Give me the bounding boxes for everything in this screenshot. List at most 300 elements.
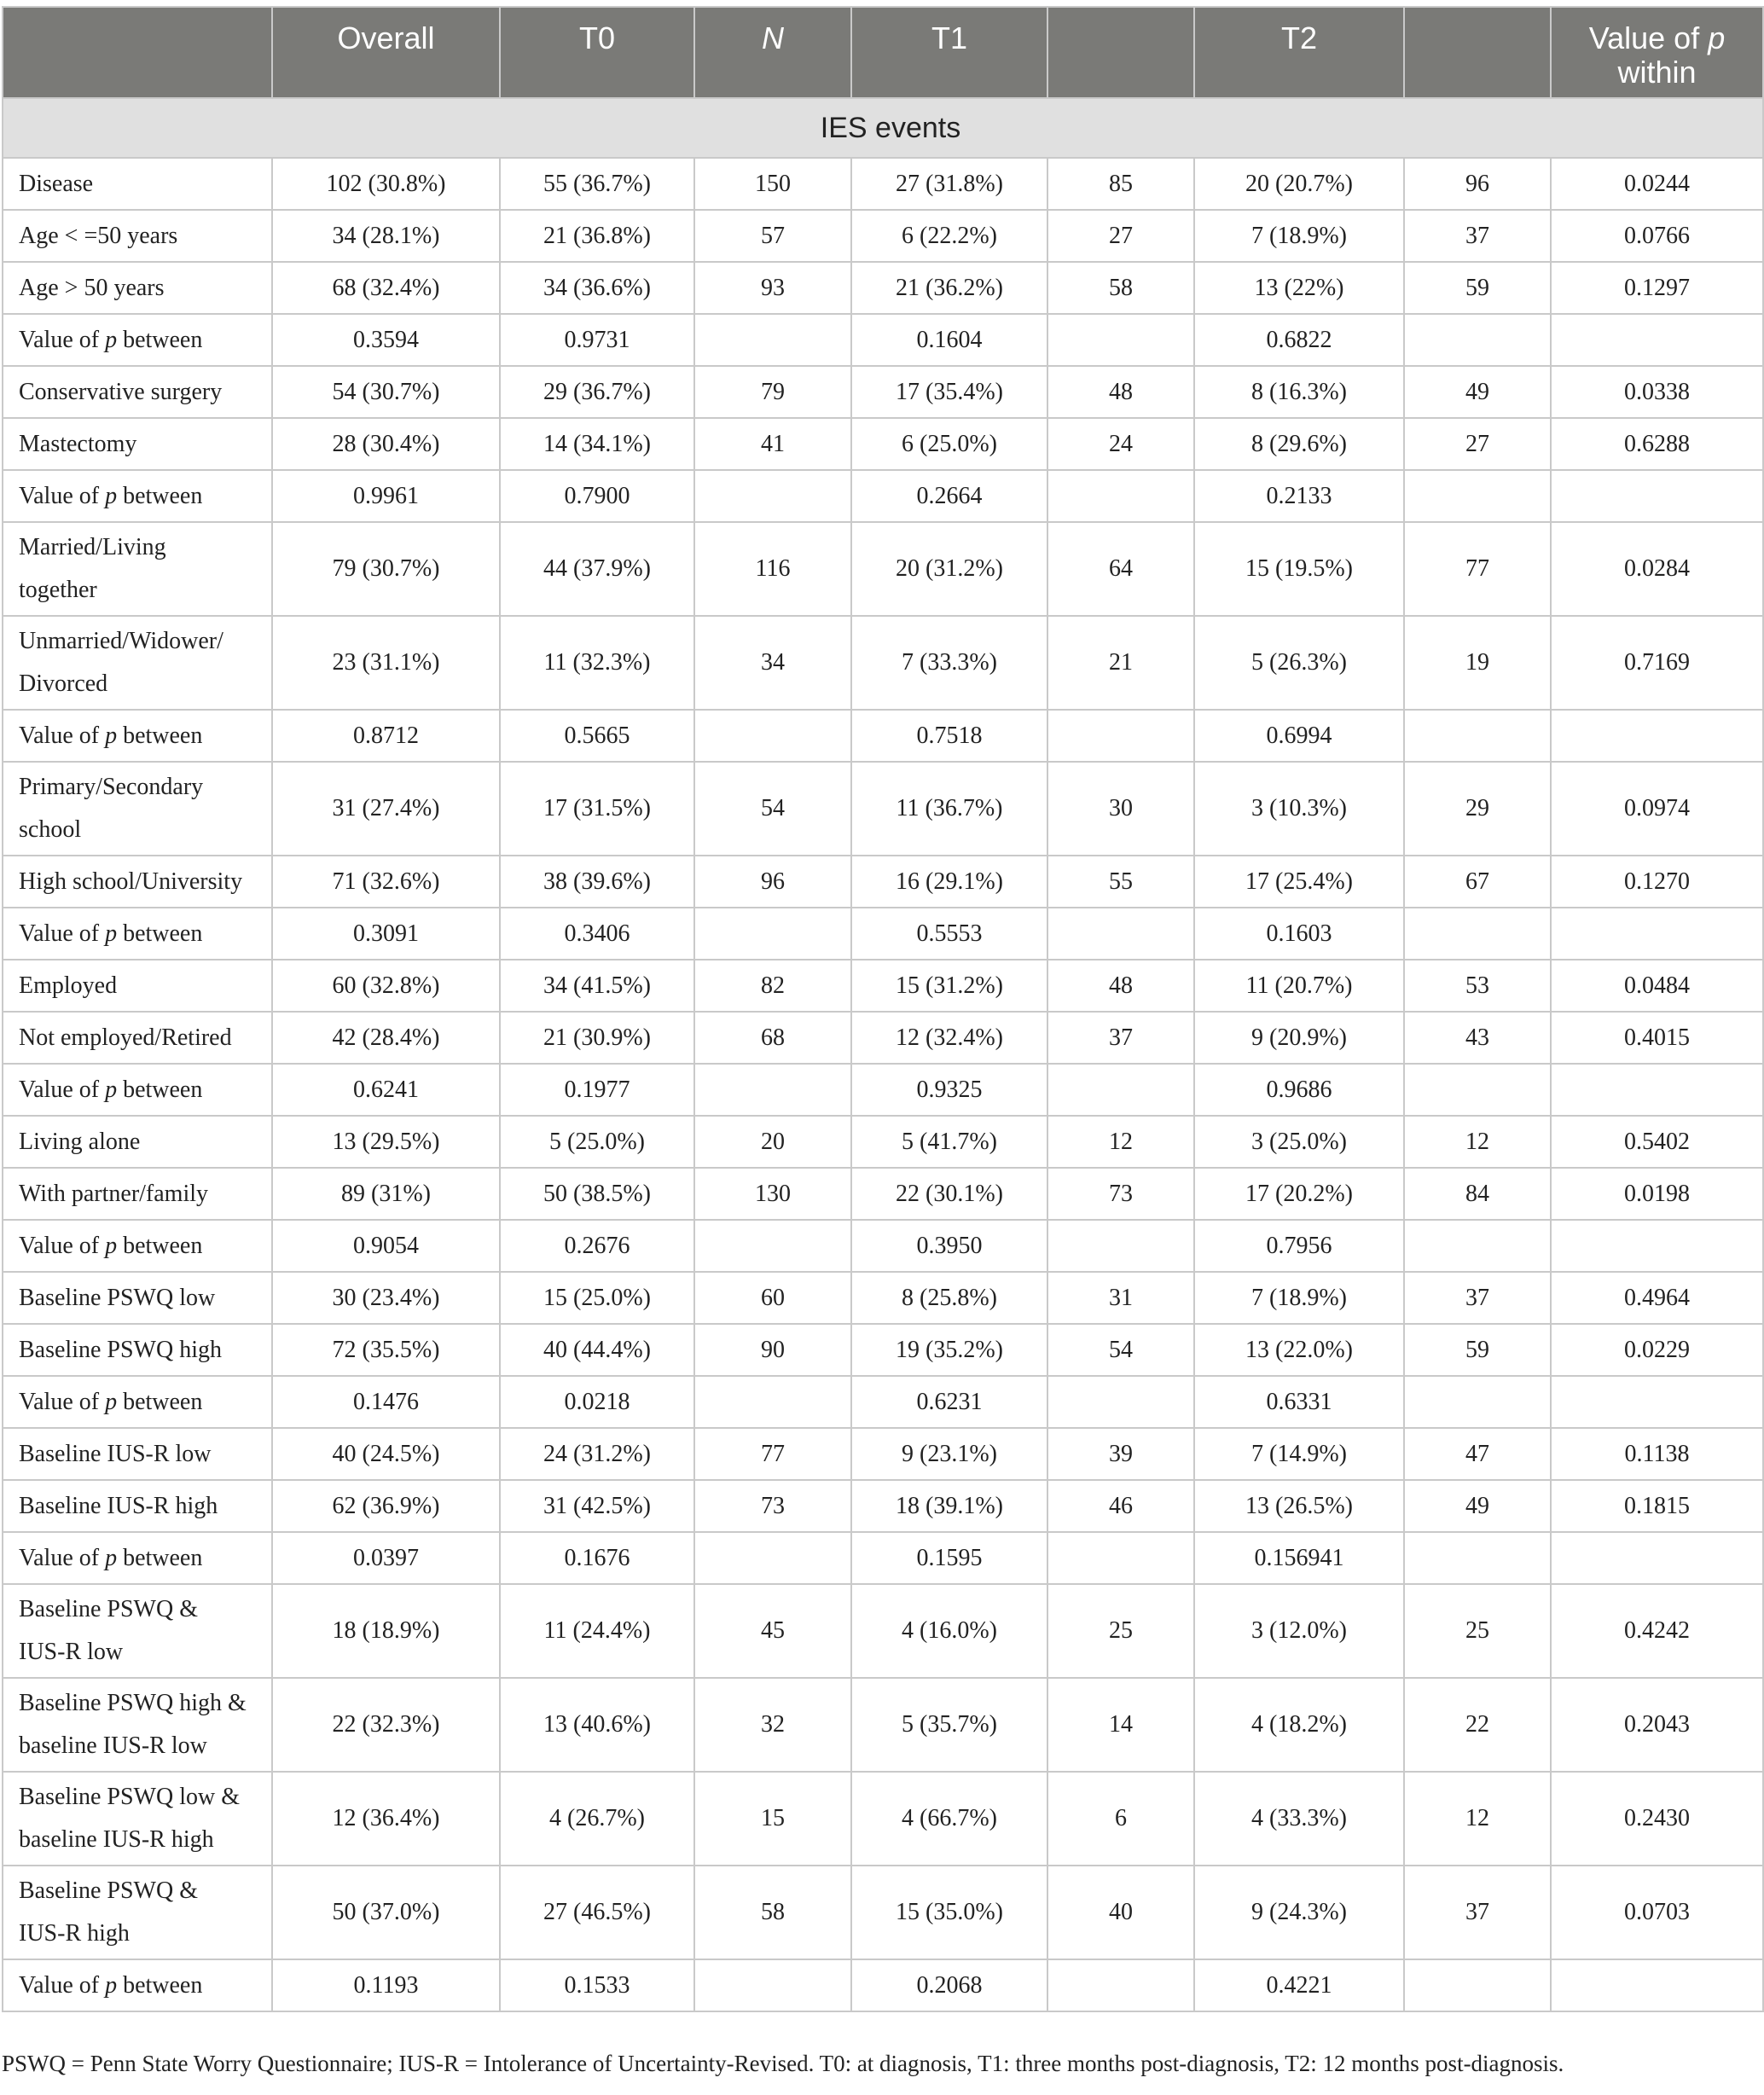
table-row	[3, 210, 1763, 262]
cell-t1: 8 (25.8%)	[851, 1272, 1047, 1324]
cell-t2: 0.2133	[1194, 470, 1404, 522]
cell-t0: 50 (38.5%)	[500, 1168, 694, 1220]
cell-p-within	[1551, 1532, 1763, 1584]
cell-n-t0	[694, 1220, 851, 1272]
cell-overall: 50 (37.0%)	[272, 1866, 500, 1959]
cell-t0: 0.1977	[500, 1064, 694, 1116]
cell-t2: 8 (16.3%)	[1194, 366, 1404, 418]
cell-n-t1	[1047, 1959, 1194, 2011]
cell-n-t1	[1047, 1376, 1194, 1428]
cell-n-t2	[1404, 1376, 1551, 1428]
cell-p-within	[1551, 710, 1763, 762]
cell-n-t0: 41	[694, 418, 851, 470]
cell-n-t0: 34	[694, 616, 851, 710]
table-row	[3, 856, 1763, 908]
cell-t0: 34 (36.6%)	[500, 262, 694, 314]
cell-label: Value of p between	[3, 470, 272, 522]
cell-label: Baseline PSWQ high & baseline IUS-R low	[3, 1678, 272, 1772]
cell-t2: 13 (22.0%)	[1194, 1324, 1404, 1376]
cell-n-t0	[694, 710, 851, 762]
cell-t0: 40 (44.4%)	[500, 1324, 694, 1376]
cell-t1: 20 (31.2%)	[851, 522, 1047, 616]
cell-label: Not employed/Retired	[3, 1012, 272, 1064]
cell-overall: 0.3091	[272, 908, 500, 960]
cell-t2: 0.6331	[1194, 1376, 1404, 1428]
cell-p-within: 0.0484	[1551, 960, 1763, 1012]
cell-n-t2: 59	[1404, 262, 1551, 314]
cell-t1: 0.1604	[851, 314, 1047, 366]
cell-n-t0	[694, 1064, 851, 1116]
cell-t2: 5 (26.3%)	[1194, 616, 1404, 710]
cell-n-t1: 46	[1047, 1480, 1194, 1532]
cell-n-t1: 12	[1047, 1116, 1194, 1168]
cell-n-t0: 15	[694, 1772, 851, 1866]
cell-n-t1: 85	[1047, 158, 1194, 210]
cell-n-t0	[694, 1376, 851, 1428]
cell-t2: 4 (18.2%)	[1194, 1678, 1404, 1772]
table-footnote: PSWQ = Penn State Worry Questionnaire; IUS-R = Intolerance of Uncertainty-Revised. T0: at diagnosis, T1: three months post-diagnosis, T2: 12 months post-diagnosis.	[2, 2051, 1564, 2076]
cell-t0: 38 (39.6%)	[500, 856, 694, 908]
cell-p-within	[1551, 470, 1763, 522]
cell-t0: 0.1533	[500, 1959, 694, 2011]
cell-p-within	[1551, 314, 1763, 366]
cell-t2: 17 (20.2%)	[1194, 1168, 1404, 1220]
cell-n-t2	[1404, 908, 1551, 960]
cell-t2: 20 (20.7%)	[1194, 158, 1404, 210]
cell-t0: 0.2676	[500, 1220, 694, 1272]
cell-n-t0: 32	[694, 1678, 851, 1772]
cell-n-t1: 25	[1047, 1584, 1194, 1678]
cell-t2: 15 (19.5%)	[1194, 522, 1404, 616]
cell-overall: 0.8712	[272, 710, 500, 762]
cell-n-t2: 47	[1404, 1428, 1551, 1480]
cell-n-t2: 49	[1404, 366, 1551, 418]
cell-t0: 11 (32.3%)	[500, 616, 694, 710]
cell-t1: 0.3950	[851, 1220, 1047, 1272]
cell-overall: 89 (31%)	[272, 1168, 500, 1220]
cell-t1: 19 (35.2%)	[851, 1324, 1047, 1376]
cell-t2: 9 (20.9%)	[1194, 1012, 1404, 1064]
cell-t2: 13 (26.5%)	[1194, 1480, 1404, 1532]
cell-n-t1: 40	[1047, 1866, 1194, 1959]
cell-n-t0: 57	[694, 210, 851, 262]
cell-label: Age < =50 years	[3, 210, 272, 262]
cell-t2: 3 (25.0%)	[1194, 1116, 1404, 1168]
cell-n-t0: 54	[694, 762, 851, 856]
cell-n-t1: 27	[1047, 210, 1194, 262]
cell-overall: 0.1193	[272, 1959, 500, 2011]
cell-p-within	[1551, 1376, 1763, 1428]
table-row	[3, 522, 1763, 616]
table-row	[3, 1428, 1763, 1480]
cell-t2: 7 (18.9%)	[1194, 210, 1404, 262]
cell-n-t2: 37	[1404, 1272, 1551, 1324]
table-row	[3, 1584, 1763, 1678]
cell-n-t2: 37	[1404, 1866, 1551, 1959]
cell-n-t1: 73	[1047, 1168, 1194, 1220]
cell-t1: 15 (31.2%)	[851, 960, 1047, 1012]
cell-t0: 0.9731	[500, 314, 694, 366]
cell-overall: 42 (28.4%)	[272, 1012, 500, 1064]
cell-t1: 22 (30.1%)	[851, 1168, 1047, 1220]
cell-t2: 0.6994	[1194, 710, 1404, 762]
cell-t1: 0.5553	[851, 908, 1047, 960]
header-label-col	[3, 7, 272, 98]
cell-n-t2: 53	[1404, 960, 1551, 1012]
cell-n-t0: 116	[694, 522, 851, 616]
cell-overall: 28 (30.4%)	[272, 418, 500, 470]
cell-overall: 60 (32.8%)	[272, 960, 500, 1012]
cell-overall: 30 (23.4%)	[272, 1272, 500, 1324]
cell-p-within: 0.0338	[1551, 366, 1763, 418]
cell-n-t0: 96	[694, 856, 851, 908]
cell-overall: 102 (30.8%)	[272, 158, 500, 210]
cell-p-within: 0.4964	[1551, 1272, 1763, 1324]
cell-n-t0	[694, 314, 851, 366]
cell-label: Baseline PSWQ & IUS-R low	[3, 1584, 272, 1678]
header-row	[3, 7, 1763, 98]
cell-label: Unmarried/Widower/ Divorced	[3, 616, 272, 710]
cell-n-t1	[1047, 470, 1194, 522]
cell-n-t2: 22	[1404, 1678, 1551, 1772]
cell-label: Baseline PSWQ high	[3, 1324, 272, 1376]
cell-p-within: 0.0766	[1551, 210, 1763, 262]
cell-n-t2: 37	[1404, 210, 1551, 262]
cell-n-t0	[694, 908, 851, 960]
cell-t2: 3 (10.3%)	[1194, 762, 1404, 856]
cell-t0: 21 (30.9%)	[500, 1012, 694, 1064]
cell-n-t2: 27	[1404, 418, 1551, 470]
cell-label: Married/Living together	[3, 522, 272, 616]
cell-p-within: 0.5402	[1551, 1116, 1763, 1168]
cell-t2: 3 (12.0%)	[1194, 1584, 1404, 1678]
cell-t2: 7 (18.9%)	[1194, 1272, 1404, 1324]
table-row	[3, 470, 1763, 522]
cell-t1: 0.7518	[851, 710, 1047, 762]
table-row	[3, 1532, 1763, 1584]
cell-t1: 7 (33.3%)	[851, 616, 1047, 710]
cell-n-t1: 21	[1047, 616, 1194, 710]
cell-n-t1: 37	[1047, 1012, 1194, 1064]
cell-overall: 34 (28.1%)	[272, 210, 500, 262]
cell-n-t2	[1404, 1959, 1551, 2011]
cell-n-t1: 55	[1047, 856, 1194, 908]
header-t2: T2	[1194, 7, 1404, 98]
cell-t2: 0.156941	[1194, 1532, 1404, 1584]
table-row	[3, 1168, 1763, 1220]
cell-t0: 14 (34.1%)	[500, 418, 694, 470]
cell-n-t0: 150	[694, 158, 851, 210]
cell-t1: 11 (36.7%)	[851, 762, 1047, 856]
cell-t2: 17 (25.4%)	[1194, 856, 1404, 908]
cell-p-within: 0.7169	[1551, 616, 1763, 710]
cell-t1: 0.6231	[851, 1376, 1047, 1428]
cell-p-within: 0.0284	[1551, 522, 1763, 616]
cell-t0: 0.3406	[500, 908, 694, 960]
table-row	[3, 1012, 1763, 1064]
cell-t0: 0.1676	[500, 1532, 694, 1584]
cell-label: Value of p between	[3, 710, 272, 762]
cell-label: Value of p between	[3, 908, 272, 960]
cell-n-t2: 29	[1404, 762, 1551, 856]
cell-p-within: 0.1138	[1551, 1428, 1763, 1480]
table-row	[3, 1116, 1763, 1168]
cell-label: High school/University	[3, 856, 272, 908]
cell-p-within: 0.1815	[1551, 1480, 1763, 1532]
table-row	[3, 1678, 1763, 1772]
cell-t0: 34 (41.5%)	[500, 960, 694, 1012]
cell-n-t1: 58	[1047, 262, 1194, 314]
cell-n-t2	[1404, 470, 1551, 522]
cell-n-t1: 54	[1047, 1324, 1194, 1376]
table-row	[3, 1480, 1763, 1532]
cell-overall: 0.3594	[272, 314, 500, 366]
cell-overall: 68 (32.4%)	[272, 262, 500, 314]
cell-t0: 27 (46.5%)	[500, 1866, 694, 1959]
cell-label: Value of p between	[3, 314, 272, 366]
cell-t0: 13 (40.6%)	[500, 1678, 694, 1772]
header-overall: Overall	[272, 7, 500, 98]
cell-n-t2	[1404, 1220, 1551, 1272]
table-row	[3, 1376, 1763, 1428]
cell-n-t0	[694, 470, 851, 522]
cell-p-within: 0.1297	[1551, 262, 1763, 314]
cell-t1: 16 (29.1%)	[851, 856, 1047, 908]
cell-t0: 55 (36.7%)	[500, 158, 694, 210]
cell-t0: 0.7900	[500, 470, 694, 522]
table-row	[3, 616, 1763, 710]
cell-p-within	[1551, 908, 1763, 960]
cell-label: Value of p between	[3, 1220, 272, 1272]
cell-t1: 0.1595	[851, 1532, 1047, 1584]
cell-p-within: 0.0198	[1551, 1168, 1763, 1220]
cell-label: Conservative surgery	[3, 366, 272, 418]
cell-n-t1	[1047, 314, 1194, 366]
cell-n-t1: 48	[1047, 366, 1194, 418]
cell-n-t2: 67	[1404, 856, 1551, 908]
table-row	[3, 314, 1763, 366]
cell-t1: 0.2664	[851, 470, 1047, 522]
cell-n-t2	[1404, 314, 1551, 366]
cell-t0: 0.0218	[500, 1376, 694, 1428]
cell-label: With partner/family	[3, 1168, 272, 1220]
cell-n-t1: 39	[1047, 1428, 1194, 1480]
table-row	[3, 762, 1763, 856]
table-row	[3, 1272, 1763, 1324]
cell-n-t1	[1047, 1064, 1194, 1116]
cell-p-within: 0.4015	[1551, 1012, 1763, 1064]
cell-t2: 9 (24.3%)	[1194, 1866, 1404, 1959]
header-n-t1	[1047, 7, 1194, 98]
cell-label: Value of p between	[3, 1064, 272, 1116]
cell-t0: 5 (25.0%)	[500, 1116, 694, 1168]
cell-n-t2: 49	[1404, 1480, 1551, 1532]
table-row	[3, 262, 1763, 314]
table-row	[3, 366, 1763, 418]
ies-events-table	[2, 6, 1764, 2012]
cell-p-within: 0.4242	[1551, 1584, 1763, 1678]
cell-t2: 0.6822	[1194, 314, 1404, 366]
cell-t1: 18 (39.1%)	[851, 1480, 1047, 1532]
cell-overall: 0.9961	[272, 470, 500, 522]
cell-overall: 0.6241	[272, 1064, 500, 1116]
cell-label: Value of p between	[3, 1959, 272, 2011]
cell-t2: 0.9686	[1194, 1064, 1404, 1116]
cell-label: Mastectomy	[3, 418, 272, 470]
cell-label: Living alone	[3, 1116, 272, 1168]
cell-p-within: 0.0229	[1551, 1324, 1763, 1376]
header-t0: T0	[500, 7, 694, 98]
cell-n-t2: 96	[1404, 158, 1551, 210]
cell-label: Baseline PSWQ low	[3, 1272, 272, 1324]
header-t1: T1	[851, 7, 1047, 98]
cell-t2: 0.1603	[1194, 908, 1404, 960]
cell-t0: 17 (31.5%)	[500, 762, 694, 856]
section-row	[3, 98, 1763, 158]
cell-label: Primary/Secondary school	[3, 762, 272, 856]
cell-t1: 4 (66.7%)	[851, 1772, 1047, 1866]
cell-p-within: 0.2430	[1551, 1772, 1763, 1866]
cell-n-t1	[1047, 1532, 1194, 1584]
cell-p-within: 0.6288	[1551, 418, 1763, 470]
cell-t1: 12 (32.4%)	[851, 1012, 1047, 1064]
table-row	[3, 960, 1763, 1012]
cell-n-t2	[1404, 1532, 1551, 1584]
cell-t1: 21 (36.2%)	[851, 262, 1047, 314]
table-row	[3, 710, 1763, 762]
header-n-t2	[1404, 7, 1551, 98]
table-row	[3, 418, 1763, 470]
cell-t1: 5 (41.7%)	[851, 1116, 1047, 1168]
cell-overall: 40 (24.5%)	[272, 1428, 500, 1480]
cell-overall: 22 (32.3%)	[272, 1678, 500, 1772]
cell-p-within: 0.1270	[1551, 856, 1763, 908]
cell-n-t0: 20	[694, 1116, 851, 1168]
table-row	[3, 1064, 1763, 1116]
cell-n-t2	[1404, 710, 1551, 762]
cell-t1: 15 (35.0%)	[851, 1866, 1047, 1959]
cell-n-t2: 19	[1404, 616, 1551, 710]
cell-overall: 79 (30.7%)	[272, 522, 500, 616]
header-n: N	[694, 7, 851, 98]
cell-n-t1: 24	[1047, 418, 1194, 470]
cell-t2: 4 (33.3%)	[1194, 1772, 1404, 1866]
cell-n-t1: 48	[1047, 960, 1194, 1012]
cell-p-within	[1551, 1064, 1763, 1116]
cell-t2: 13 (22%)	[1194, 262, 1404, 314]
cell-n-t2: 12	[1404, 1116, 1551, 1168]
table-row	[3, 1220, 1763, 1272]
header-p-within: Value of p within	[1551, 7, 1763, 98]
cell-n-t2: 43	[1404, 1012, 1551, 1064]
table-row	[3, 1959, 1763, 2011]
cell-t1: 5 (35.7%)	[851, 1678, 1047, 1772]
cell-n-t1: 64	[1047, 522, 1194, 616]
cell-label: Baseline PSWQ low & baseline IUS-R high	[3, 1772, 272, 1866]
cell-n-t0: 73	[694, 1480, 851, 1532]
cell-n-t1: 31	[1047, 1272, 1194, 1324]
cell-t0: 21 (36.8%)	[500, 210, 694, 262]
cell-t1: 0.2068	[851, 1959, 1047, 2011]
table-row	[3, 1866, 1763, 1959]
cell-label: Value of p between	[3, 1532, 272, 1584]
cell-overall: 13 (29.5%)	[272, 1116, 500, 1168]
cell-t0: 31 (42.5%)	[500, 1480, 694, 1532]
cell-label: Baseline IUS-R low	[3, 1428, 272, 1480]
cell-t1: 0.9325	[851, 1064, 1047, 1116]
cell-n-t0: 93	[694, 262, 851, 314]
cell-t0: 4 (26.7%)	[500, 1772, 694, 1866]
cell-n-t1: 6	[1047, 1772, 1194, 1866]
cell-n-t0: 82	[694, 960, 851, 1012]
cell-t0: 0.5665	[500, 710, 694, 762]
cell-t1: 6 (25.0%)	[851, 418, 1047, 470]
cell-label: Value of p between	[3, 1376, 272, 1428]
cell-n-t0: 77	[694, 1428, 851, 1480]
cell-label: Employed	[3, 960, 272, 1012]
cell-p-within	[1551, 1959, 1763, 2011]
cell-p-within: 0.2043	[1551, 1678, 1763, 1772]
cell-n-t0: 79	[694, 366, 851, 418]
cell-t2: 0.7956	[1194, 1220, 1404, 1272]
cell-overall: 0.0397	[272, 1532, 500, 1584]
cell-n-t2	[1404, 1064, 1551, 1116]
cell-t2: 0.4221	[1194, 1959, 1404, 2011]
cell-n-t0: 130	[694, 1168, 851, 1220]
cell-p-within: 0.0703	[1551, 1866, 1763, 1959]
table-row	[3, 158, 1763, 210]
cell-overall: 0.9054	[272, 1220, 500, 1272]
cell-n-t1	[1047, 1220, 1194, 1272]
cell-label: Baseline PSWQ & IUS-R high	[3, 1866, 272, 1959]
cell-n-t1	[1047, 908, 1194, 960]
cell-t1: 4 (16.0%)	[851, 1584, 1047, 1678]
cell-n-t2: 59	[1404, 1324, 1551, 1376]
table-row	[3, 1324, 1763, 1376]
cell-overall: 31 (27.4%)	[272, 762, 500, 856]
cell-p-within: 0.0244	[1551, 158, 1763, 210]
cell-overall: 62 (36.9%)	[272, 1480, 500, 1532]
cell-p-within	[1551, 1220, 1763, 1272]
cell-n-t0	[694, 1532, 851, 1584]
cell-label: Disease	[3, 158, 272, 210]
cell-overall: 72 (35.5%)	[272, 1324, 500, 1376]
cell-overall: 18 (18.9%)	[272, 1584, 500, 1678]
cell-overall: 54 (30.7%)	[272, 366, 500, 418]
cell-overall: 71 (32.6%)	[272, 856, 500, 908]
cell-t0: 11 (24.4%)	[500, 1584, 694, 1678]
cell-n-t0: 58	[694, 1866, 851, 1959]
cell-n-t1: 30	[1047, 762, 1194, 856]
cell-t0: 15 (25.0%)	[500, 1272, 694, 1324]
cell-n-t0: 68	[694, 1012, 851, 1064]
cell-t1: 6 (22.2%)	[851, 210, 1047, 262]
cell-overall: 12 (36.4%)	[272, 1772, 500, 1866]
cell-label: Baseline IUS-R high	[3, 1480, 272, 1532]
cell-n-t2: 77	[1404, 522, 1551, 616]
cell-n-t1: 14	[1047, 1678, 1194, 1772]
cell-t1: 27 (31.8%)	[851, 158, 1047, 210]
cell-t2: 7 (14.9%)	[1194, 1428, 1404, 1480]
table-row	[3, 908, 1763, 960]
cell-overall: 0.1476	[272, 1376, 500, 1428]
cell-label: Age > 50 years	[3, 262, 272, 314]
cell-n-t0	[694, 1959, 851, 2011]
cell-n-t0: 90	[694, 1324, 851, 1376]
cell-n-t1	[1047, 710, 1194, 762]
cell-t1: 17 (35.4%)	[851, 366, 1047, 418]
cell-t2: 11 (20.7%)	[1194, 960, 1404, 1012]
